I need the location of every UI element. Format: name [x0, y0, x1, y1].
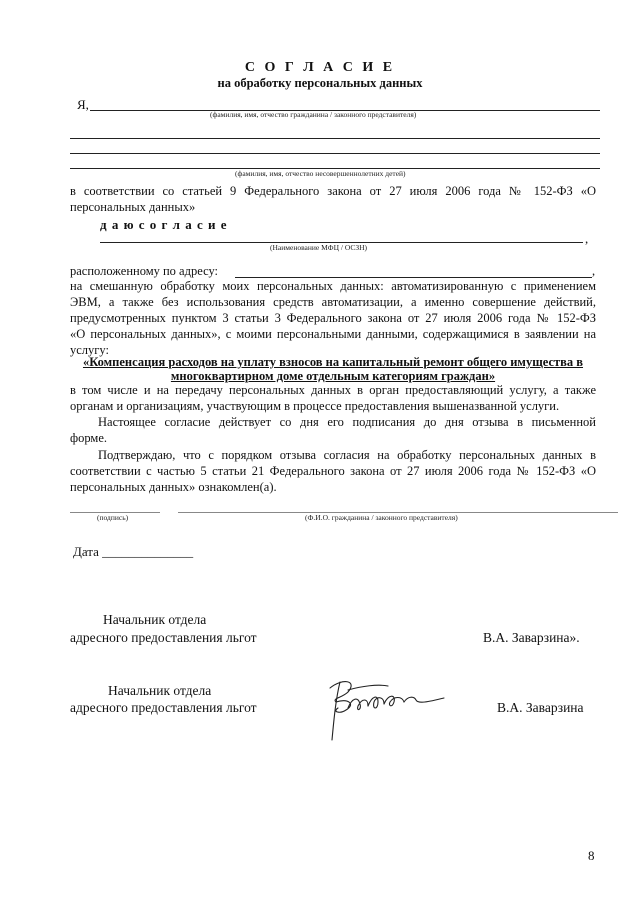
signatory-2-role-line-1: Начальник отдела [108, 683, 212, 698]
children-line-2[interactable] [70, 153, 600, 154]
para2-line-1: в том числе и на передачу персональных данных в орган предоставляющий услугу, а также [70, 383, 596, 397]
signatory-1-name: В.А. Заварзина». [483, 630, 580, 645]
document-subtitle: на обработку персональных данных [217, 76, 423, 90]
address-line[interactable] [235, 277, 592, 278]
para1-line-3: предусмотренных пунктом 3 статьи 3 Федерального закона от 27 июля 2006 года № 152-ФЗ [70, 311, 596, 325]
children-line-1[interactable] [70, 138, 600, 139]
para2-line-2: органам и организациям, участвующим в процессе предоставления вышеназванной услуги. [70, 399, 560, 413]
date-field[interactable]: Дата ______________ [73, 544, 194, 559]
children-caption: (фамилия, имя, отчество несовершеннолетних детей) [235, 169, 406, 178]
para1-line-5: услугу: [70, 343, 109, 357]
document-title: С О Г Л А С И Е [244, 60, 396, 75]
para4-line-1: Подтверждаю, что с порядком отзыва согласия на обработку персональных данных в [98, 448, 596, 462]
signature-caption: (подпись) [97, 513, 129, 522]
para1-line-1: на смешанную обработку моих персональных данных: автоматизированную с применением [70, 279, 596, 293]
fio-caption: (Ф.И.О. гражданина / законного представителя) [305, 513, 458, 522]
para3-line-1: Настоящее согласие действует со дня его подписания до дня отзыва в письменной [98, 415, 596, 429]
signatory-1-role-line-2: адресного предоставления льгот [70, 630, 257, 645]
address-label: расположенному по адресу: [70, 264, 219, 278]
service-name-line-2: многоквартирном доме отдельным категориям граждан» [170, 369, 496, 383]
para1-line-2: ЭВМ, а также без использования средств автоматизации, а именно совершение действий, [70, 295, 596, 309]
page-number: 8 [588, 848, 595, 863]
signatory-2-role-line-2: адресного предоставления льгот [70, 700, 257, 715]
law-line-1: в соответствии со статьей 9 Федерального закона от 27 июля 2006 года № 152-ФЗ «О [70, 184, 596, 198]
para3-line-2: форме. [70, 431, 107, 445]
handwritten-signature-icon [318, 668, 448, 748]
law-line-2: персональных данных» [70, 200, 196, 214]
service-name-line-1: «Компенсация расходов на уплату взносов на капитальный ремонт общего имущества в [82, 355, 584, 369]
para4-line-3: персональных данных» ознакомлен(а). [70, 480, 277, 494]
ya-label: Я, [77, 97, 89, 112]
para4-line-2: соответствии с частью 5 статьи 21 Федерального закона от 27 июля 2006 года № 152-ФЗ «О [70, 464, 596, 478]
mfc-comma: , [585, 231, 589, 246]
para1-line-4: «О персональных данных», с моими персональными данными, содержащимися в заявлении на [70, 327, 596, 341]
signatory-1-role-line-1: Начальник отдела [103, 612, 207, 627]
signatory-2-name: В.А. Заварзина [497, 700, 584, 715]
mfc-caption: (Наименование МФЦ / ОСЗН) [270, 243, 368, 252]
guardian-name-caption: (фамилия, имя, отчество гражданина / законного представителя) [210, 110, 417, 119]
consent-heading: д а ю с о г л а с и е [100, 217, 228, 232]
address-comma: , [592, 264, 596, 278]
